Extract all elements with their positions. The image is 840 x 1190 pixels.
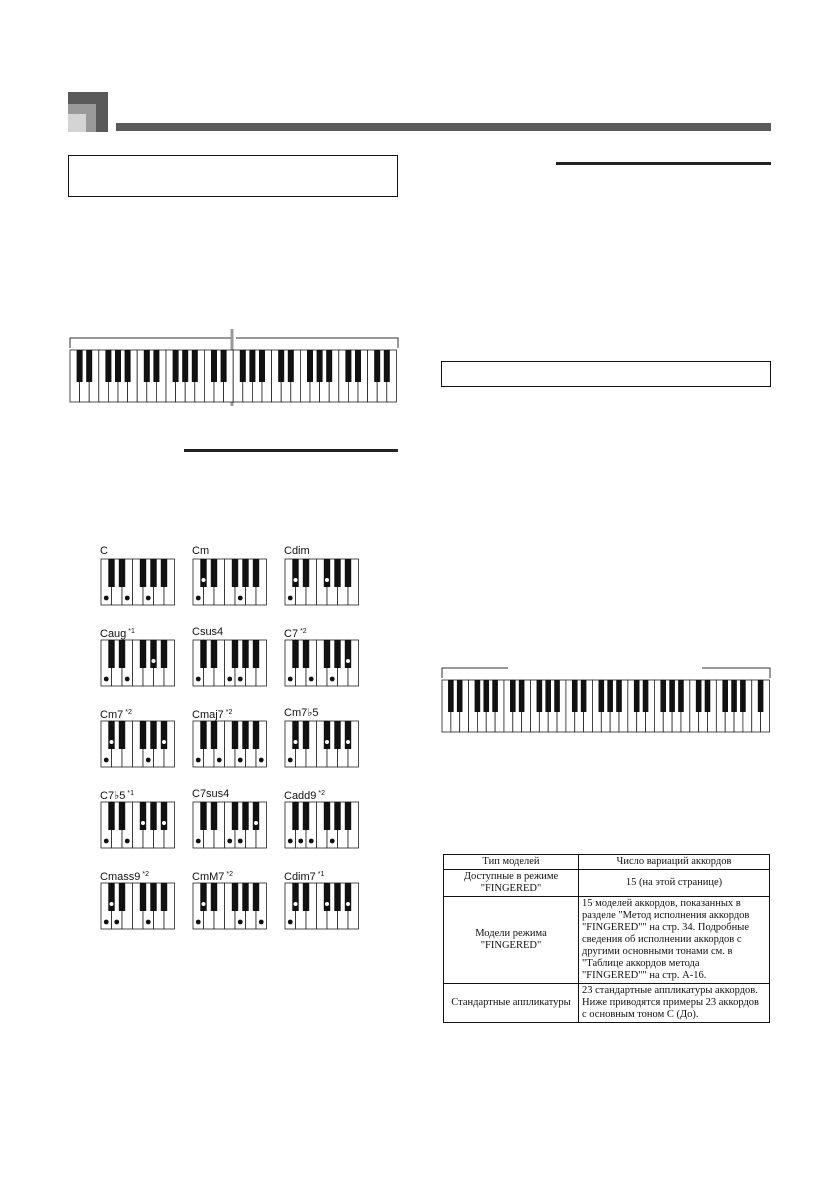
black-key — [242, 883, 248, 911]
black-key — [125, 350, 131, 382]
black-key — [303, 883, 309, 911]
finger-dot — [146, 758, 151, 763]
finger-dot-black — [254, 821, 259, 826]
chord-keyboard — [284, 558, 360, 606]
chord-diagram — [192, 868, 268, 930]
finger-dot — [196, 839, 201, 844]
black-key — [537, 680, 543, 712]
black-key — [161, 640, 167, 668]
table-row — [444, 897, 770, 984]
chord-keyboard — [192, 639, 268, 687]
black-key — [161, 559, 167, 587]
table-cell-variations: 15 моделей аккордов, показанных в разделе "Метод исполнения аккордов "FINGERED"" на стр. 34. Подробные сведения об исполнении аккордов с другими основными тонами см. в "Таблице аккордов метода "FINGERED"" на стр. А-16. — [579, 897, 770, 984]
chord-diagram — [284, 625, 360, 687]
finger-dot — [114, 920, 119, 925]
chord-diagram — [100, 868, 176, 930]
black-key — [150, 883, 156, 911]
black-key — [519, 680, 525, 712]
black-key — [317, 350, 323, 382]
chord-diagram — [284, 868, 360, 930]
black-key — [288, 350, 294, 382]
chord-keyboard — [192, 558, 268, 606]
finger-dot-black — [109, 902, 114, 907]
black-key — [457, 680, 463, 712]
chord-name — [192, 868, 268, 882]
chord-label: Cmaj7 — [192, 709, 224, 721]
chord-diagram — [284, 787, 360, 849]
chord-label: Caug — [100, 628, 127, 640]
black-key — [105, 350, 111, 382]
finger-dot — [288, 758, 293, 763]
chord-label: C7sus4 — [192, 788, 230, 800]
finger-dot — [104, 920, 109, 925]
finger-dot — [196, 758, 201, 763]
finger-dot — [125, 839, 130, 844]
black-key — [334, 640, 340, 668]
section-heading-box-left — [68, 155, 398, 197]
chord-diagram — [192, 544, 268, 606]
finger-dot-black — [201, 578, 206, 583]
chord-footnote-mark: *2 — [142, 871, 149, 878]
finger-dot — [104, 758, 109, 763]
black-key — [599, 680, 605, 712]
chord-label: Cdim — [284, 545, 310, 557]
finger-dot-black — [325, 902, 330, 907]
chord-label: Cm7♭5 — [284, 707, 319, 719]
black-key — [211, 721, 217, 749]
chord-label: C — [100, 545, 108, 557]
black-key — [722, 680, 728, 712]
chord-name — [192, 625, 268, 639]
chord-name — [100, 706, 176, 720]
black-key — [731, 680, 737, 712]
black-key — [616, 680, 622, 712]
table-cell-variations: 15 (на этой странице) — [579, 870, 770, 897]
black-key — [232, 883, 238, 911]
chord-name — [284, 787, 360, 801]
chord-diagram — [100, 787, 176, 849]
black-key — [324, 640, 330, 668]
chord-keyboard — [284, 801, 360, 849]
chord-diagram — [284, 706, 360, 768]
chord-diagram — [100, 625, 176, 687]
black-key — [545, 680, 551, 712]
black-key — [492, 680, 498, 712]
black-key — [150, 721, 156, 749]
chord-label: Cm7 — [100, 709, 124, 721]
black-key — [758, 680, 764, 712]
black-key — [334, 802, 340, 830]
black-key — [240, 350, 246, 382]
finger-dot — [309, 677, 314, 682]
black-key — [303, 802, 309, 830]
black-key — [119, 721, 125, 749]
chord-keyboard — [192, 882, 268, 930]
chord-label: Cadd9 — [284, 790, 317, 802]
black-key — [144, 350, 150, 382]
header-corner-light — [68, 114, 86, 132]
chord-keyboard — [100, 558, 176, 606]
black-key — [115, 350, 121, 382]
finger-dot — [259, 920, 264, 925]
black-key — [292, 640, 298, 668]
table-row — [444, 984, 770, 1023]
black-key — [211, 802, 217, 830]
black-key — [660, 680, 666, 712]
black-key — [643, 680, 649, 712]
black-key — [303, 721, 309, 749]
black-key — [140, 559, 146, 587]
black-key — [200, 640, 206, 668]
chord-label: Cm — [192, 545, 210, 557]
chord-diagram — [192, 706, 268, 768]
finger-dot — [196, 920, 201, 925]
chord-name — [284, 868, 360, 882]
black-key — [192, 350, 198, 382]
chord-label: Csus4 — [192, 626, 224, 638]
finger-dot — [238, 839, 243, 844]
finger-dot-black — [346, 740, 351, 745]
black-key — [232, 802, 238, 830]
chord-diagram — [100, 706, 176, 768]
finger-dot — [259, 758, 264, 763]
finger-dot — [238, 920, 243, 925]
chord-name — [192, 706, 268, 720]
black-key — [119, 640, 125, 668]
finger-dot-black — [325, 740, 330, 745]
section-heading-box-right — [441, 361, 771, 387]
black-key — [678, 680, 684, 712]
finger-dot — [104, 677, 109, 682]
chord-diagram — [100, 544, 176, 606]
chord-label: Cmass9 — [100, 871, 141, 883]
chord-footnote-mark: *2 — [300, 628, 307, 635]
table-cell-variations: 23 стандартные аппликатуры аккордов. Ниже приводятся примеры 23 аккордов с основным тоном С (До). — [579, 984, 770, 1023]
black-key — [211, 640, 217, 668]
black-key — [232, 640, 238, 668]
black-key — [510, 680, 516, 712]
chord-diagram — [192, 625, 268, 687]
model-types-table — [443, 854, 770, 1023]
finger-dot — [146, 920, 151, 925]
black-key — [334, 559, 340, 587]
chord-label: CmM7 — [192, 871, 225, 883]
chord-keyboard — [284, 882, 360, 930]
black-key — [324, 802, 330, 830]
table-header-row — [444, 855, 770, 870]
finger-dot-black — [325, 578, 330, 583]
black-key — [242, 721, 248, 749]
finger-dot-black — [346, 659, 351, 664]
chord-keyboard — [192, 801, 268, 849]
chord-diagram — [284, 544, 360, 606]
finger-dot — [196, 677, 201, 682]
chord-name — [100, 787, 176, 801]
finger-dot — [309, 839, 314, 844]
black-key — [705, 680, 711, 712]
black-key — [634, 680, 640, 712]
finger-dot — [238, 758, 243, 763]
chord-name — [100, 544, 176, 558]
black-key — [345, 350, 351, 382]
black-key — [221, 350, 227, 382]
subheading-rule-left — [184, 449, 398, 452]
black-key — [326, 350, 332, 382]
finger-dot-black — [162, 821, 167, 826]
chord-name — [100, 625, 176, 639]
chord-footnote-mark: *1 — [128, 628, 135, 635]
finger-dot-black — [109, 740, 114, 745]
chord-footnote-mark: *1 — [317, 871, 325, 878]
finger-dot — [238, 677, 243, 682]
black-key — [150, 559, 156, 587]
chord-keyboard — [100, 639, 176, 687]
header-bar — [116, 123, 771, 131]
chord-footnote-mark: *1 — [127, 790, 134, 797]
black-key — [119, 559, 125, 587]
finger-dot — [298, 839, 303, 844]
finger-dot-black — [346, 902, 351, 907]
black-key — [475, 680, 481, 712]
chord-keyboard — [192, 720, 268, 768]
chord-footnote-mark: *2 — [225, 709, 233, 716]
chord-label: Cdim7 — [284, 871, 316, 883]
chord-footnote-mark: *2 — [318, 790, 326, 797]
black-key — [572, 680, 578, 712]
chord-diagram — [192, 787, 268, 849]
finger-dot — [288, 920, 293, 925]
black-key — [249, 350, 255, 382]
black-key — [253, 883, 259, 911]
table-header-variations: Число вариаций аккордов — [579, 855, 770, 870]
chord-keyboard — [284, 720, 360, 768]
black-key — [607, 680, 613, 712]
chord-name — [192, 787, 268, 801]
finger-dot — [125, 596, 130, 601]
finger-dot — [330, 677, 335, 682]
black-key — [119, 802, 125, 830]
table-header-type: Тип моделей — [444, 855, 579, 870]
black-key — [232, 559, 238, 587]
black-key — [182, 350, 188, 382]
chord-name — [100, 868, 176, 882]
black-key — [554, 680, 560, 712]
finger-dot — [227, 839, 232, 844]
black-key — [345, 559, 351, 587]
keyboard-full-diagram — [440, 664, 774, 736]
black-key — [211, 883, 217, 911]
finger-dot — [104, 596, 109, 601]
finger-dot — [288, 677, 293, 682]
finger-dot — [104, 839, 109, 844]
black-key — [483, 680, 489, 712]
black-key — [307, 350, 313, 382]
black-key — [108, 640, 114, 668]
finger-dot-black — [293, 578, 298, 583]
black-key — [140, 721, 146, 749]
black-key — [140, 883, 146, 911]
black-key — [119, 883, 125, 911]
black-key — [77, 350, 83, 382]
chord-name — [284, 625, 360, 639]
black-key — [278, 350, 284, 382]
finger-dot-black — [293, 902, 298, 907]
black-key — [161, 883, 167, 911]
table-cell-type: Модели режима "FINGERED" — [444, 897, 579, 984]
finger-dot — [217, 758, 222, 763]
finger-dot — [288, 596, 293, 601]
black-key — [173, 350, 179, 382]
chord-keyboard — [100, 720, 176, 768]
chord-name — [284, 544, 360, 558]
black-key — [86, 350, 92, 382]
chord-label: C7 — [284, 628, 299, 640]
finger-dot — [196, 596, 201, 601]
black-key — [448, 680, 454, 712]
black-key — [253, 721, 259, 749]
finger-dot — [330, 839, 335, 844]
chord-label: C7♭5 — [100, 790, 126, 802]
finger-dot — [288, 839, 293, 844]
chord-footnote-mark: *2 — [226, 871, 234, 878]
black-key — [334, 721, 340, 749]
black-key — [242, 640, 248, 668]
black-key — [259, 350, 265, 382]
black-key — [108, 559, 114, 587]
black-key — [140, 640, 146, 668]
black-key — [200, 802, 206, 830]
chord-footnote-mark: *2 — [125, 709, 132, 716]
black-key — [200, 721, 206, 749]
black-key — [242, 559, 248, 587]
black-key — [211, 350, 217, 382]
black-key — [303, 640, 309, 668]
table-cell-type: Доступные в режиме "FINGERED" — [444, 870, 579, 897]
black-key — [153, 350, 159, 382]
finger-dot-black — [162, 740, 167, 745]
keyboard-split-diagram — [68, 326, 400, 406]
black-key — [374, 350, 380, 382]
black-key — [696, 680, 702, 712]
subheading-rule-right — [556, 162, 771, 165]
black-key — [303, 559, 309, 587]
finger-dot-black — [201, 902, 206, 907]
table-row — [444, 870, 770, 897]
finger-dot-black — [151, 659, 156, 664]
black-key — [253, 640, 259, 668]
finger-dot — [227, 677, 232, 682]
finger-dot — [125, 677, 130, 682]
black-key — [581, 680, 587, 712]
black-key — [334, 883, 340, 911]
black-key — [108, 802, 114, 830]
black-key — [669, 680, 675, 712]
black-key — [384, 350, 390, 382]
finger-dot — [146, 596, 151, 601]
finger-dot-black — [293, 740, 298, 745]
chord-keyboard — [100, 882, 176, 930]
finger-dot — [238, 596, 243, 601]
black-key — [740, 680, 746, 712]
black-key — [292, 802, 298, 830]
black-key — [345, 802, 351, 830]
chord-keyboard — [284, 639, 360, 687]
chord-keyboard — [100, 801, 176, 849]
black-key — [150, 802, 156, 830]
black-key — [232, 721, 238, 749]
finger-dot-black — [141, 821, 146, 826]
black-key — [211, 559, 217, 587]
chord-name — [284, 706, 360, 720]
table-cell-type: Стандартные аппликатуры — [444, 984, 579, 1023]
black-key — [355, 350, 361, 382]
chord-name — [192, 544, 268, 558]
black-key — [253, 559, 259, 587]
black-key — [242, 802, 248, 830]
